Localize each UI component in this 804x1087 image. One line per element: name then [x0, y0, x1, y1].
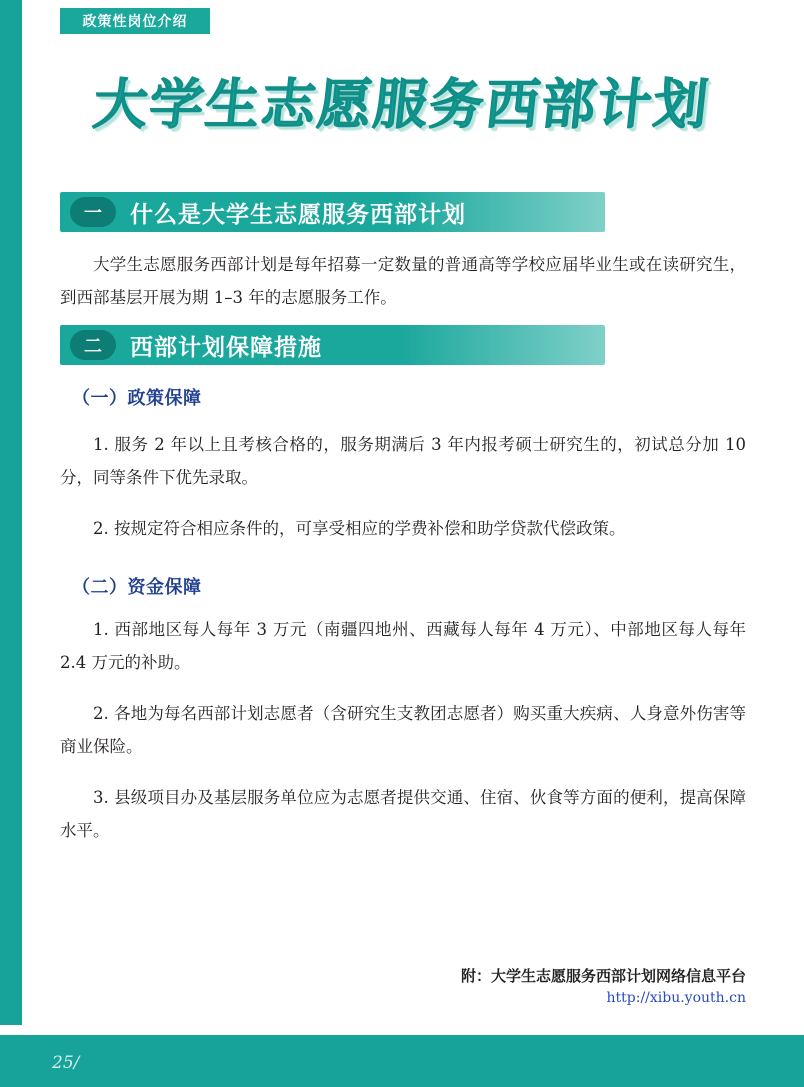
policy-item-2: 2. 按规定符合相应条件的，可享受相应的学费补偿和助学贷款代偿政策。	[93, 519, 626, 538]
section-header-2	[60, 325, 605, 365]
policy-item-1: 1. 服务 2 年以上且考核合格的，服务期满后 3 年内报考硕士研究生的，初试总分加 10 分，同等条件下优先录取。	[60, 435, 746, 487]
section-number-1: 一	[70, 197, 116, 227]
section-number-2: 二	[70, 330, 116, 360]
section-title-2: 西部计划保障措施	[130, 334, 322, 361]
section-1-paragraph: 大学生志愿服务西部计划是每年招募一定数量的普通高等学校应届毕业生或在读研究生，到西部基层开展为期 1–3 年的志愿服务工作。	[60, 255, 746, 307]
funding-item-3: 3. 县级项目办及基层服务单位应为志愿者提供交通、住宿、伙食等方面的便利，提高保障水平。	[60, 788, 746, 840]
bar-notch	[0, 1025, 22, 1035]
section-title-1: 什么是大学生志愿服务西部计划	[130, 201, 466, 228]
footer-note: 附：大学生志愿服务西部计划网络信息平台	[460, 967, 746, 985]
page-number: 25/	[52, 1053, 80, 1073]
left-accent-bar	[0, 0, 22, 1087]
subsection-heading-policy: （一）政策保障	[72, 388, 202, 409]
footer-link[interactable]: http://xibu.youth.cn	[606, 990, 746, 1006]
header-tab-label: 政策性岗位介绍	[82, 14, 188, 30]
section-header-1	[60, 192, 605, 232]
funding-item-2: 2. 各地为每名西部计划志愿者（含研究生支教团志愿者）购买重大疾病、人身意外伤害等商业保险。	[60, 704, 746, 756]
page-title: 大学生志愿服务西部计划	[90, 73, 713, 136]
header-tab	[60, 8, 210, 34]
funding-item-1: 1. 西部地区每人每年 3 万元（南疆四地州、西藏每人每年 4 万元）、中部地区每人每年 2.4 万元的补助。	[60, 620, 746, 672]
subsection-heading-funding: （二）资金保障	[72, 577, 202, 598]
bottom-accent-bar	[0, 1035, 804, 1087]
